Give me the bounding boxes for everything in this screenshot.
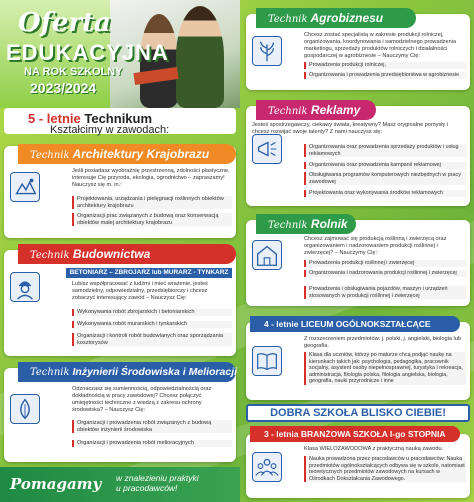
right-column: [240, 0, 474, 502]
rek-item-1: Organizowania oraz prowadzenia sprzedaży produktów i usług reklamowych: [304, 144, 466, 157]
inz-item-2: Organizacji i prowadzenia robót melioracyjnych: [72, 440, 232, 447]
technikum-word: Technikum: [84, 111, 153, 126]
rek-item-2: Organizowania oraz prowadzenia kampanii reklamowej: [304, 162, 466, 169]
hero-banner: [0, 0, 240, 108]
farm-icon: [252, 240, 282, 270]
landscape-icon: [10, 172, 40, 202]
rol-item-3: Prowadzenia i obsługiwania pojazdów, maszyn i urządzeń stosowanych w produkcji roślinnej i zwierzęcej: [304, 286, 466, 299]
bud-item-1: Wykonywania robót zbrojarskich i betoniarskich: [72, 309, 232, 316]
pomagamy-line-2: u pracodawców!: [116, 483, 178, 493]
bud-ribbon-prefix: Technik: [30, 250, 70, 261]
internship-banner: [0, 467, 240, 502]
rol-ribbon-title: Rolnik: [310, 217, 348, 231]
rek-ribbon: [256, 100, 376, 120]
rek-item-3: Obsługiwania programów komputerowych niezbędnych w pracy zawodowej: [304, 172, 466, 185]
branz-description: Klasa WIELOZAWODOWA z praktyczną nauką zawodu.: [304, 446, 444, 452]
arch-item-2: Organizacji prac związanych z budową oraz konserwacją obiektów małej architektury krajobrazu: [72, 213, 232, 226]
rek-ribbon-title: Reklamy: [310, 103, 361, 117]
arch-item-1: Projektowania, urządzania i pielęgnacji roślinnych obiektów architektury krajobrazu: [72, 196, 232, 209]
student-boy: [176, 6, 224, 108]
rol-description: Chcesz zajmować się produkcją roślinną i zwierzęcą oraz organizowaniem i nadzorowaniem produkcji roślinnej i zwierzęcej? – Nauczymy Cię:: [304, 236, 447, 256]
lo-bar: 4 - letnie LICEUM OGÓLNOKSZTAŁCĄCE: [250, 316, 460, 332]
inz-ribbon: [18, 362, 236, 382]
arch-ribbon-prefix: Technik: [30, 150, 70, 161]
team-icon: [252, 452, 282, 482]
bud-specializations-bar: BETONIARZ – ZBROJARZ lub MURARZ - TYNKARZ: [66, 268, 232, 278]
technikum-prefix: 5 - letnie: [28, 111, 81, 126]
rol-ribbon: [256, 214, 356, 234]
lo-item: Klasa dla uczniów, którzy po maturze chcą podjąć naukę na kierunkach takich jak: psychologia, pedagogika, pracownik socjalny, asystent osoby niepełnosprawnej, turystyka i rekreacja, administracja, filologia polska, filologia angielska, biologia, geografia, nauki przyrodnicze i inne: [304, 352, 466, 385]
agro-ribbon-title: Agrobiznesu: [310, 11, 384, 25]
inz-description: Odznaczasz się sumiennością, odpowiedzialnością oraz dokładnością w pracy zawodowej? Chcesz połączyć umiejętności techniczne z wiedzą z zakresu ochrony środowiska? – Nauczysz Cię:: [72, 386, 212, 413]
bud-item-2: Wykonywania robót murarskich i tynkarskich: [72, 321, 232, 328]
branz-item: Nauka prowadzona przez pracodawców u pracodawców: Nauka przedmiotów ogólnokształcących odbywa się w szkole, natomiast teoretycznych przedmiotów zawodowych na kursach w Ośrodkach Dokształcania Zawodowego.: [304, 456, 466, 482]
arch-ribbon-title: Architektury Krajobrazu: [72, 147, 210, 161]
book-icon: [252, 346, 282, 376]
pomagamy-title: Pomagamy: [10, 475, 102, 493]
title-rok-szkolny: NA ROK SZKOLNY: [24, 66, 123, 78]
rek-description: Jesteś spostrzegawczy, ciekawy świata, kreatywny? Masz oryginalne pomysły i chcesz rozwijać swoje talenty? Z nami nauczysz się:: [252, 122, 449, 135]
title-oferta: Oferta: [18, 8, 111, 38]
inz-ribbon-title: Inżynierii Środowiska i Melioracji: [72, 366, 238, 378]
construction-worker-icon: [10, 272, 40, 302]
agriculture-icon: [252, 36, 282, 66]
professions-subtitle: Kształcimy w zawodach:: [50, 124, 170, 136]
bud-ribbon: [18, 244, 236, 264]
rol-ribbon-prefix: Technik: [268, 220, 308, 231]
arch-ribbon: [18, 144, 236, 164]
rek-ribbon-prefix: Technik: [268, 106, 308, 117]
arch-description: Jeśli posiadasz wyobraźnię przestrzenną, zdolności plastyczne, interesuje Cię przyroda, ekologia, ogrodnictwo – zapraszamy! Nauczysz się m. in.:: [72, 168, 230, 188]
bud-item-3: Organizacji i kontroli robót budowlanych oraz sporządzania kosztorysów: [72, 333, 232, 346]
environment-icon: [10, 394, 40, 424]
agro-ribbon-prefix: Technik: [268, 14, 308, 25]
inz-ribbon-prefix: Technik: [30, 367, 70, 378]
title-edukacyjna: EDUKACYJNA: [6, 40, 169, 65]
agro-item-1: Prowadzenia produkcji rolniczej,: [304, 62, 466, 69]
agro-description: Chcesz zostać specjalistą w zakresie produkcji rolniczej, organizowania, koordynowania i samodzielnego prowadzenia marketingu, sprzedaży produktów rolniczych i działalności gospodarczej w agrobiznesie – Nauczymy Cię:: [304, 32, 457, 59]
rol-item-1: Prowadzenia produkcji roślinnej i zwierzęcej: [304, 260, 466, 267]
school-year: 2023/2024: [30, 80, 97, 96]
pomagamy-line-1: w znalezieniu praktyki: [116, 473, 199, 483]
bud-ribbon-title: Budownictwa: [72, 247, 151, 261]
slogan-banner: DOBRA SZKOŁA BLISKO CIEBIE!: [246, 404, 470, 422]
lo-description: Z rozszerzeniem przedmiotów: j. polski, j. angielski, biologia lub geografia.: [304, 336, 462, 349]
agro-ribbon: [256, 8, 416, 28]
branz-bar: 3 - letnia BRANŻOWA SZKOŁA I-go STOPNIA: [250, 426, 460, 442]
bud-description: Lubisz współpracować z ludźmi i mieć wrażenie, jesteś samodzielny, odpowiedzialny, przedsiębiorczy i chcesz zobaczyć interesujący zawód – Nauczysz Cię:: [72, 281, 208, 301]
pomagamy-text: [116, 473, 199, 493]
rol-item-2: Organizowania i nadzorowania produkcji roślinnej i zwierzęcej: [304, 270, 466, 277]
inz-item-1: Organizacji i prowadzenia robót związanych z budową obiektów inżynierii środowiska: [72, 420, 232, 433]
rek-item-4: Projektowania oraz wykonywania środków reklamowych: [304, 190, 466, 197]
megaphone-icon: [252, 134, 282, 164]
agro-item-2: Organizowania i prowadzenia przedsiębiorstwa w agrobiznesie: [304, 72, 466, 79]
